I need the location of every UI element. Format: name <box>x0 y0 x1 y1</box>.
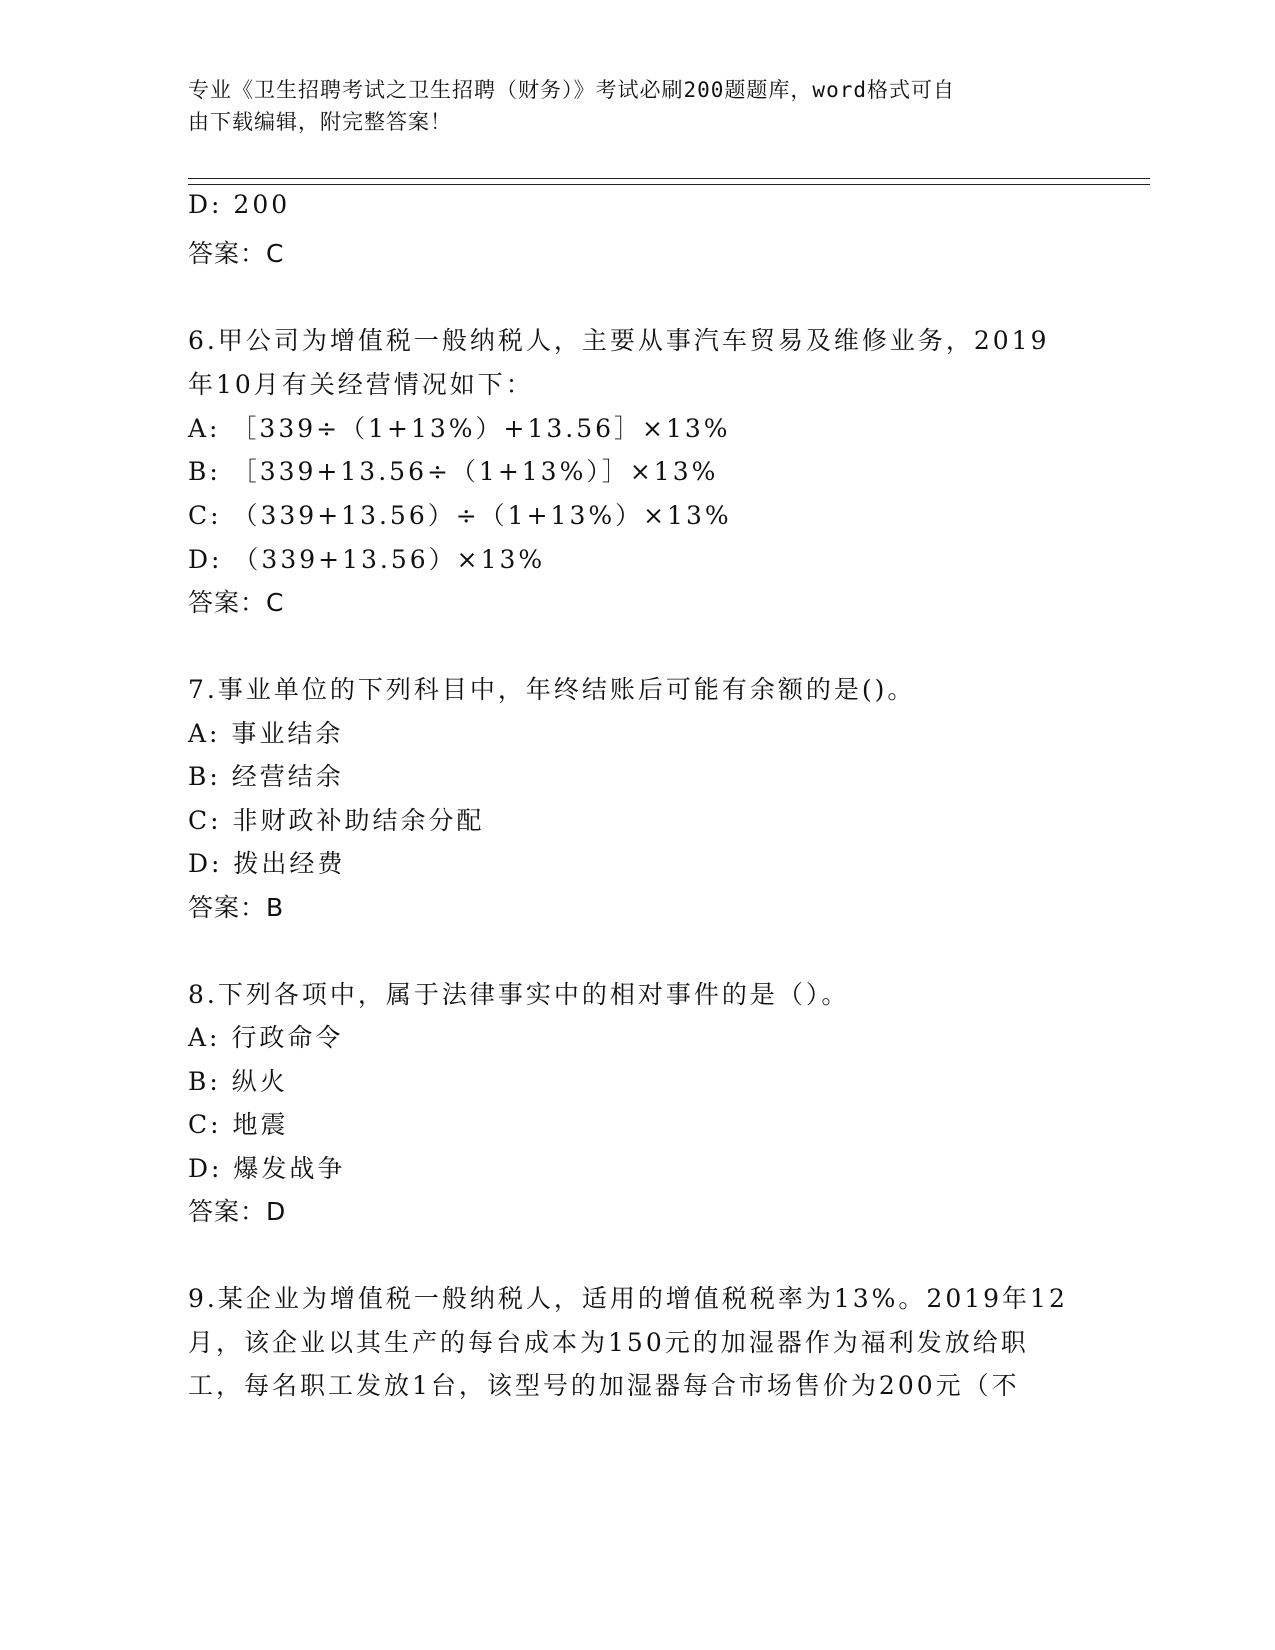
header-divider-top <box>188 178 1150 179</box>
q9-stem-line-1: 9.某企业为增值税一般纳税人，适用的增值税税率为13%。2019年12 <box>188 1284 1068 1313</box>
header-line-1: 专业《卫生招聘考试之卫生招聘（财务）》考试必刷200题题库，word格式可自 <box>188 78 955 102</box>
q6-stem-line-1: 6.甲公司为增值税一般纳税人，主要从事汽车贸易及维修业务，2019 <box>188 326 1050 355</box>
header-divider-bottom <box>188 184 1150 185</box>
q9-stem-line-3: 工，每名职工发放1台，该型号的加湿器每合市场售价为200元（不 <box>188 1371 1020 1400</box>
q7-option-b: B: 经营结余 <box>188 762 344 791</box>
q9-stem-line-2: 月，该企业以其生产的每台成本为150元的加湿器作为福利发放给职 <box>188 1328 1029 1357</box>
q6-answer: 答案：C <box>188 588 285 617</box>
q5-option-d: D: 200 <box>188 190 291 219</box>
q5-answer: 答案：C <box>188 239 285 268</box>
q7-option-d: D: 拨出经费 <box>188 849 346 878</box>
q6-option-b: B: ［339+13.56÷（1+13%）］×13% <box>188 457 719 486</box>
q7-option-c: C: 非财政补助结余分配 <box>188 806 485 835</box>
q6-option-d: D: （339+13.56）×13% <box>188 545 546 574</box>
q7-option-a: A: 事业结余 <box>188 719 344 748</box>
q6-option-a: A: ［339÷（1+13%）+13.56］×13% <box>188 414 731 443</box>
q8-option-d: D: 爆发战争 <box>188 1154 346 1183</box>
q6-option-c: C: （339+13.56）÷（1+13%）×13% <box>188 501 732 530</box>
q8-option-c: C: 地震 <box>188 1110 289 1139</box>
header-line-2: 由下载编辑，附完整答案！ <box>188 110 452 134</box>
q6-stem-line-2: 年10月有关经营情况如下： <box>188 370 534 399</box>
q8-stem: 8.下列各项中，属于法律事实中的相对事件的是（）。 <box>188 980 850 1009</box>
q7-stem: 7.事业单位的下列科目中，年终结账后可能有余额的是()。 <box>188 675 916 704</box>
document-header <box>188 74 1068 138</box>
q8-answer: 答案：D <box>188 1197 287 1226</box>
q8-option-a: A: 行政命令 <box>188 1023 344 1052</box>
q8-option-b: B: 纵火 <box>188 1067 288 1096</box>
q7-answer: 答案：B <box>188 893 285 922</box>
